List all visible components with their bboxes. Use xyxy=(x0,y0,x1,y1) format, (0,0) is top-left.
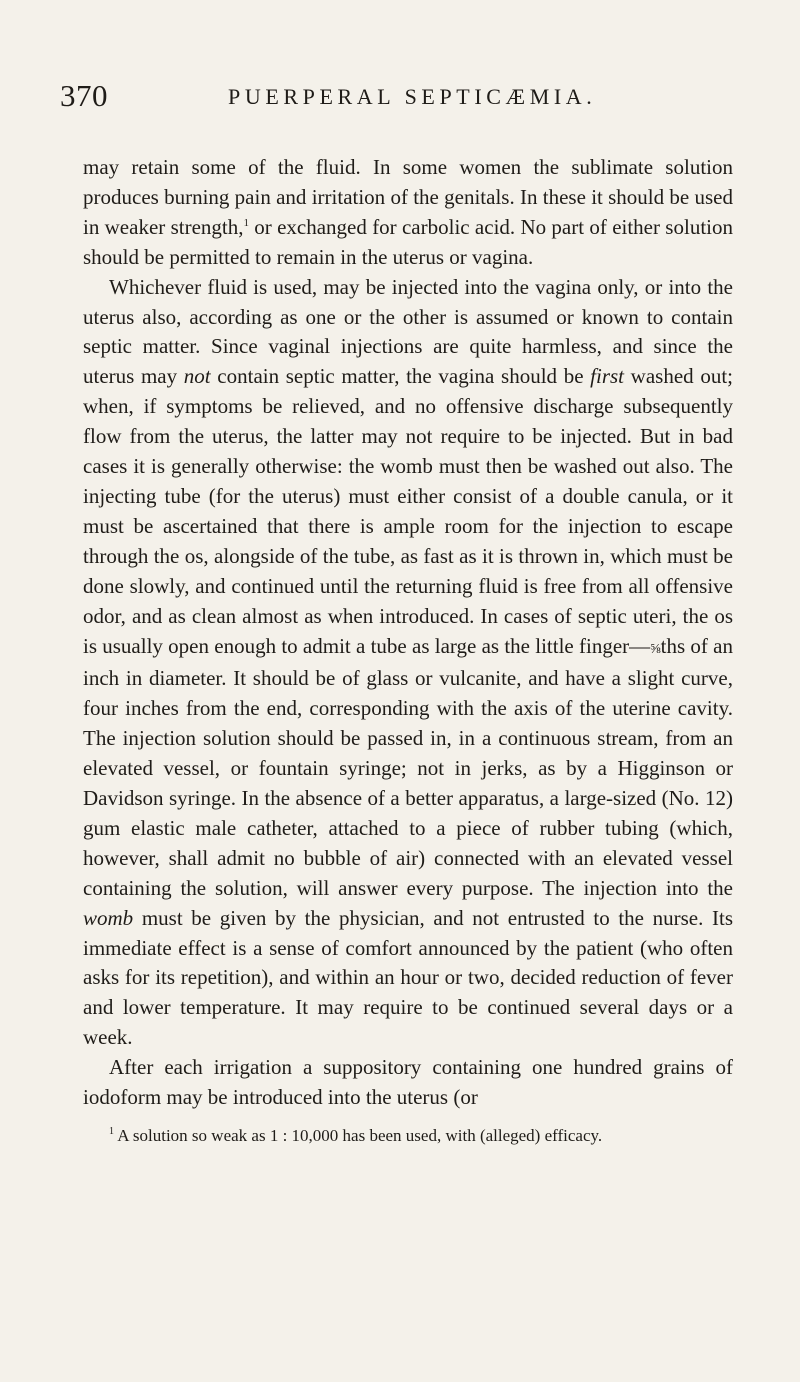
emphasis-womb: womb xyxy=(83,905,134,930)
paragraph-2-text-b: contain septic matter, the vagina should be xyxy=(210,364,591,389)
paragraph-2-text-c: washed out; when, if symptoms be relieved, and no offensive discharge subsequently flow from the uterus, the latter may not require to be injected. But in bad cases it is generally otherwise: the womb must then be washed out also. The injecting tube (for the uterus) must either consist of a double canula, or it must be ascertained that there is ample room for the injection to escape through the os, alongside of the tube, as fast as it is thrown in, which must be done slowly, and continued until the returning fluid is free from all offensive odor, and as clean almost as when introduced. In cases of septic uteri, the os is usually open enough to admit a tube as large as the little finger— xyxy=(83,364,733,658)
footnote-reference: 1 xyxy=(243,216,249,229)
paragraph-3-text: After each irrigation a suppository containing one hundred grains of iodoform may be introduced into the uterus (or xyxy=(83,1055,733,1110)
body-text xyxy=(83,153,733,1113)
paragraph-1-text-b: or exchanged for carbolic acid. No part of either solution should be permitted to remain in the uterus or vagina. xyxy=(83,214,733,269)
emphasis-first: first xyxy=(590,364,625,389)
page-number: 370 xyxy=(60,78,108,113)
paragraph-2 xyxy=(83,273,733,1054)
paragraph-3 xyxy=(83,1053,733,1113)
paragraph-2-text-a: Whichever fluid is used, may be injected into the vagina only, or into the uterus also, according as one or the other is assumed or known to contain septic matter. Since vaginal injections are quite harmless, and since the uterus may xyxy=(83,274,733,389)
paragraph-1 xyxy=(83,153,733,273)
footnote-text: A solution so weak as 1 : 10,000 has been used, with (alleged) efficacy. xyxy=(114,1126,603,1145)
paragraph-2-text-e: must be given by the physician, and not entrusted to the nurse. Its immediate effect is a sense of comfort announced by the patient (who often asks for its repetition), and within an hour or two, decided reduction of fever and lower temperature. It may require to be continued several days or a week. xyxy=(83,905,733,1050)
fraction-five-eighths: ⅝ xyxy=(650,641,661,657)
emphasis-not: not xyxy=(183,364,211,389)
running-head xyxy=(60,76,740,116)
footnote-marker: 1 xyxy=(109,1126,114,1137)
paragraph-1-text-a: may retain some of the fluid. In some women the sublimate solution produces burning pain and irritation of the genitals. In these it should be used in weaker strength, xyxy=(83,155,733,239)
running-title: PUERPERAL SEPTICÆMIA. xyxy=(228,84,597,109)
paragraph-2-text-d: ths of an inch in diameter. It should be of glass or vulcanite, and have a slight curve, four inches from the end, corresponding with the axis of the uterine cavity. The injection solution should be passed in, in a continuous stream, from an elevated vessel, or fountain syringe; not in jerks, as by a Higginson or Davidson syringe. In the absence of a better apparatus, a large-sized (No. 12) gum elastic male catheter, attached to a piece of rubber tubing (which, however, shall admit no bubble of air) connected with an elevated vessel containing the solution, will answer every purpose. The injection into the xyxy=(83,633,733,900)
footnote xyxy=(83,1124,743,1148)
